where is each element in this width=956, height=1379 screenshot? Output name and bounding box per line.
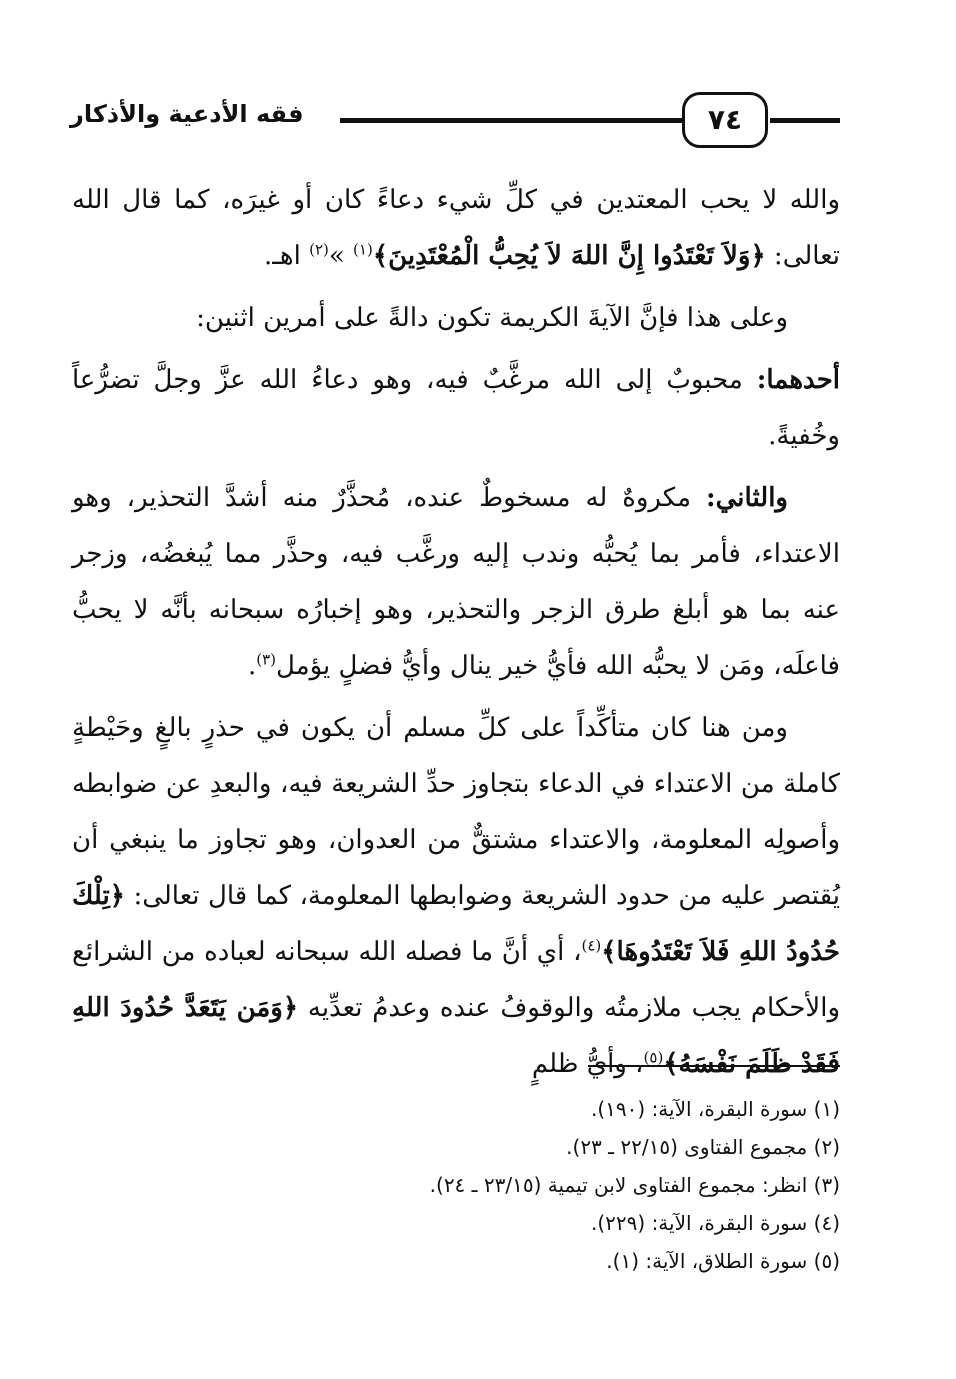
p1-text: والله لا يحب المعتدين في كلِّ شيء دعاءً كان أو غيرَه، كما قال الله تعالى: (72, 185, 840, 271)
quran-verse-1: ﴿وَلاَ تَعْتَدُوا إِنَّ اللهَ لاَ يُحِبُّ الْمُعْتَدِينَ﴾ (372, 241, 766, 271)
p1-quote-close: » (328, 241, 354, 271)
p5-text-c: ، وأيُّ ظلمٍ (531, 1049, 644, 1079)
p4-text: مكروهٌ له مسخوطٌ عنده، مُحذَّرٌ منه أشدَّ التحذير، وهو الاعتداء، فأمر بما يُحبُّه وندب إليه ورغَّب فيه، وحذَّر مما يُبغضُه، وزجر عنه بما هو أبلغ طرق الزجر والتحذير، وهو إخبارُه سبحانه بأنَّه لا يحبُّ فاعلَه، ومَن لا يحبُّه الله فأيُّ خير ينال وأيُّ فضلٍ يؤمل (72, 483, 840, 681)
footnote-ref-2: (٢) (309, 240, 329, 259)
page-number-badge: ٧٤ (682, 92, 768, 148)
paragraph-1 (72, 172, 840, 284)
p5-text-b: ، أي أنَّ ما فصله الله سبحانه لعباده من الشرائع والأحكام يجب ملازمتُه والوقوفُ عنده وعدمُ تعدِّيه (72, 937, 840, 1023)
paragraph-3 (72, 352, 840, 464)
quran-verse-2: ﴿تِلْكَ حُدُودُ اللهِ فَلاَ تَعْتَدُوهَا﴾ (72, 881, 840, 967)
paragraph-4 (72, 470, 840, 694)
footnote-3: (٣) انظر: مجموع الفتاوى لابن تيمية (٢٣/١٥ ـ ٢٤). (429, 1173, 840, 1197)
footnote-separator (588, 1065, 840, 1067)
footnote-ref-4: (٤) (581, 936, 602, 955)
footnote-4: (٤) سورة البقرة، الآية: (٢٢٩). (591, 1211, 840, 1235)
p5-text-a: ومن هنا كان متأكِّداً على كلِّ مسلم أن يكون في حذرٍ بالغٍ وحَيْطةٍ كاملة من الاعتداء في الدعاء بتجاوز حدِّ الشريعة فيه، والبعدِ عن ضوابطه وأصولِه المعلومة، والاعتداء مشتقٌّ من العدوان، وهو تجاوز ما ينبغي أن يُقتصر عليه من حدود الشريعة وضوابطها المعلومة، كما قال تعالى: (72, 713, 840, 911)
quran-verse-3: ﴿وَمَن يَتَعَدَّ حُدُودَ اللهِ فَقَدْ ظَلَمَ نَفْسَهُ﴾ (72, 993, 840, 1079)
footnote-ref-3: (٣) (256, 650, 276, 669)
footnote-1: (١) سورة البقرة، الآية: (١٩٠). (591, 1097, 840, 1121)
header-rule-right (770, 118, 840, 123)
page-header (70, 92, 840, 162)
footnote-ref-5: (٥) (643, 1048, 664, 1067)
footnote-5: (٥) سورة الطلاق، الآية: (١). (606, 1249, 840, 1273)
p3-text: محبوبٌ إلى الله مرغَّبٌ فيه، وهو دعاءُ الله عزَّ وجلَّ تضرُّعاً وخُفيةً. (72, 365, 840, 451)
footnote-ref-1: (١) (353, 240, 373, 259)
paragraph-2: وعلى هذا فإنَّ الآيةَ الكريمة تكون دالةً على أمرين اثنين: (196, 303, 788, 333)
paragraph-5 (72, 700, 840, 1092)
p4-lead: والثاني: (706, 483, 788, 513)
footnotes (72, 1090, 840, 1280)
p4-end: . (247, 651, 257, 681)
p3-lead: أحدهما: (756, 365, 840, 395)
running-title: فقه الأدعية والأذكار (70, 100, 304, 128)
main-text (72, 172, 840, 1092)
footnote-2: (٢) مجموع الفتاوى (٢٢/١٥ ـ ٢٣). (566, 1135, 840, 1159)
p1-end: اهـ. (264, 241, 310, 271)
